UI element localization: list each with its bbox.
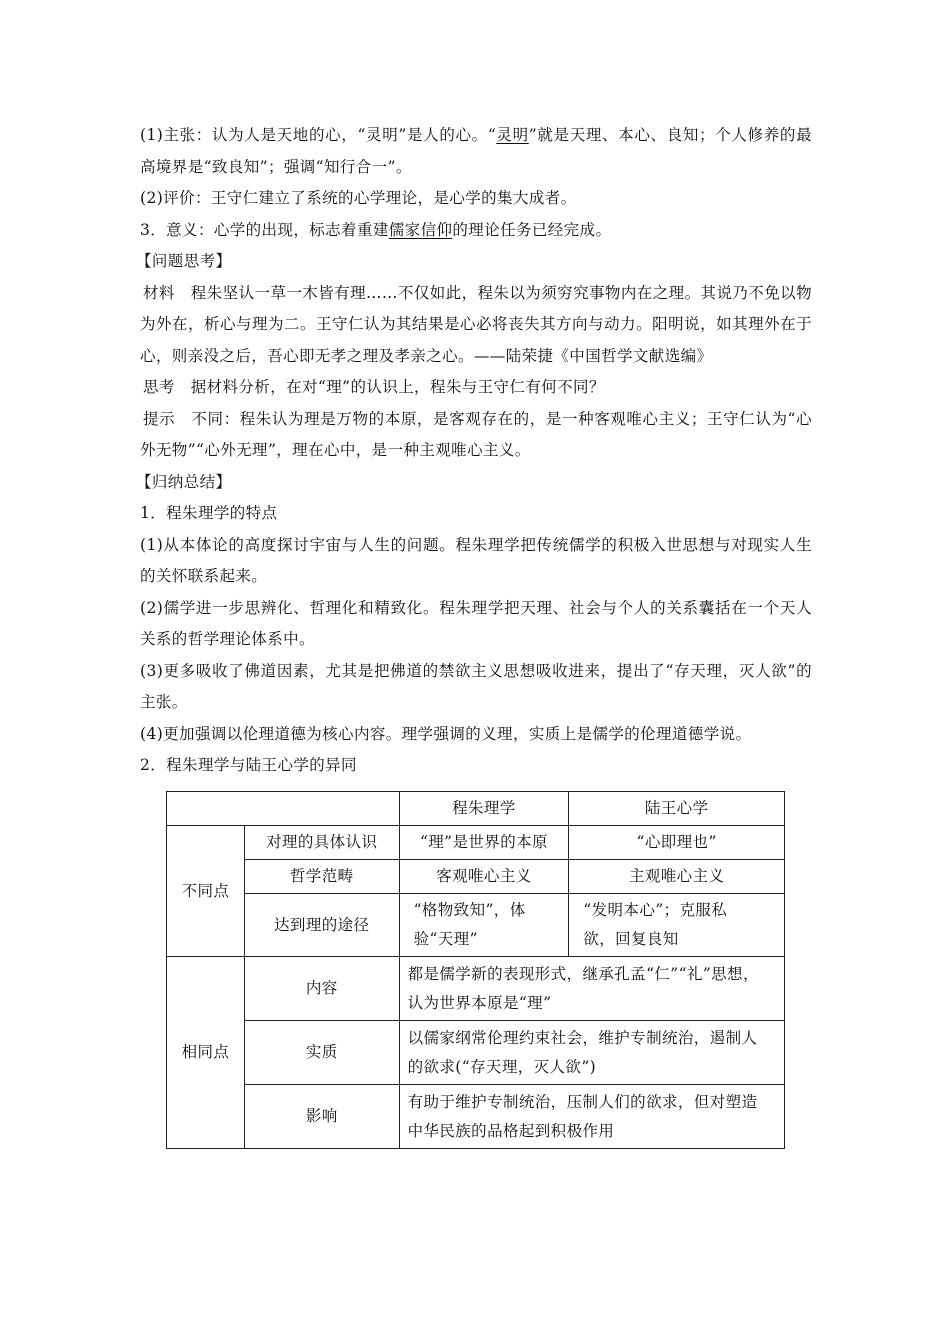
- row-item: 内容: [244, 957, 399, 1021]
- paragraph-significance: [140, 215, 812, 247]
- significance-text-b: 的理论任务已经完成。: [452, 220, 612, 239]
- row-item: 实质: [244, 1021, 399, 1085]
- cell-lu: “发明本心”；克服私欲，回复良知: [569, 894, 785, 957]
- paragraph-claim: [140, 120, 812, 183]
- table-header-empty: [167, 792, 400, 826]
- diff-group-label: 不同点: [167, 826, 245, 957]
- table-row: [167, 860, 785, 894]
- row-item: 达到理的途径: [244, 894, 399, 957]
- table-header-cheng: 程朱理学: [399, 792, 569, 826]
- paragraph-evaluation: (2)评价：王守仁建立了系统的心学理论，是心学的集大成者。: [140, 189, 577, 207]
- table-row: [167, 1021, 785, 1085]
- summary-item: (1)从本体论的高度探讨宇宙与人生的问题。程朱理学把传统儒学的积极入世思想与对现实人生的关怀联系起来。: [140, 535, 812, 585]
- table-header-lu: 陆王心学: [569, 792, 785, 826]
- cell-same: 有助于维护专制统治，压制人们的欲求，但对塑造中华民族的品格起到积极作用: [399, 1085, 784, 1149]
- significance-text-a: 3．意义：心学的出现，标志着重建: [140, 220, 389, 239]
- section-heading-summary: 【归纳总结】: [136, 472, 232, 491]
- claim-underline-lingming: 灵明: [496, 126, 529, 144]
- claim-text-b: ”就是天理、本心、良知；个人修养的最高境界是“致良知”；强调“知行合一”。: [140, 126, 812, 176]
- summary-item: (3)更多吸收了佛道因素，尤其是把佛道的禁欲主义思想吸收进来，提出了“存天理，灭人欲”的主张。: [140, 661, 812, 711]
- summary-item: (4)更加强调以伦理道德为核心内容。理学强调的义理，实质上是儒学的伦理道德学说。: [140, 724, 752, 743]
- cell-same: 以儒家纲常伦理约束社会，维护专制统治，遏制人的欲求(“存天理，灭人欲”): [399, 1021, 784, 1085]
- paragraph-material: 材料 程朱坚认一草一木皆有理……不仅如此，程朱以为须穷究事物内在之理。其说乃不免以物为外在，析心与理为二。王守仁认为其结果是心必将丧失其方向与动力。阳明说，如其理外在于心，则亲没之后，吾心即无孝之理及孝亲之心。——陆荣捷《中国哲学文献选编》: [140, 283, 812, 365]
- row-item: 对理的具体认识: [244, 826, 399, 860]
- summary-title-2: 2．程朱理学与陆王心学的异同: [140, 756, 357, 774]
- table-row: [167, 894, 785, 957]
- row-item: 影响: [244, 1085, 399, 1149]
- cell-cheng: “格物致知”，体验“天理”: [399, 894, 569, 957]
- section-heading-think: 【问题思考】: [136, 252, 232, 270]
- cell-same: 都是儒学新的表现形式，继承孔孟“仁”“礼”思想，认为世界本原是“理”: [399, 957, 784, 1021]
- paragraph-hint: 提示 不同：程朱认为理是万物的本原，是客观存在的，是一种客观唯心主义；王守仁认为“心外无物”“心外无理”，理在心中，是一种主观唯心主义。: [140, 409, 812, 459]
- cell-cheng: 客观唯心主义: [399, 860, 569, 894]
- table-row: [167, 1085, 785, 1149]
- same-group-label: 相同点: [167, 957, 245, 1149]
- summary-item: (2)儒学进一步思辨化、哲理化和精致化。程朱理学把天理、社会与个人的关系囊括在一个天人关系的哲学理论体系中。: [140, 598, 812, 648]
- cell-lu: 主观唯心主义: [569, 860, 785, 894]
- paragraph-question: 思考 据材料分析，在对“理”的认识上，程朱与王守仁有何不同？: [143, 378, 605, 396]
- table-row: [167, 957, 785, 1021]
- cell-cheng: “理”是世界的本原: [399, 826, 569, 860]
- summary-title-1: 1．程朱理学的特点: [140, 504, 278, 522]
- claim-text-a: (1)主张：认为人是天地的心，“灵明”是人的心。“: [140, 126, 497, 144]
- comparison-table: [166, 791, 785, 1149]
- document-body: [136, 120, 812, 782]
- row-item: 哲学范畴: [244, 860, 399, 894]
- cell-lu: “心即理也”: [569, 826, 785, 860]
- table-row: [167, 826, 785, 860]
- table-header-row: [167, 792, 785, 826]
- significance-underline: 儒家信仰: [388, 220, 453, 239]
